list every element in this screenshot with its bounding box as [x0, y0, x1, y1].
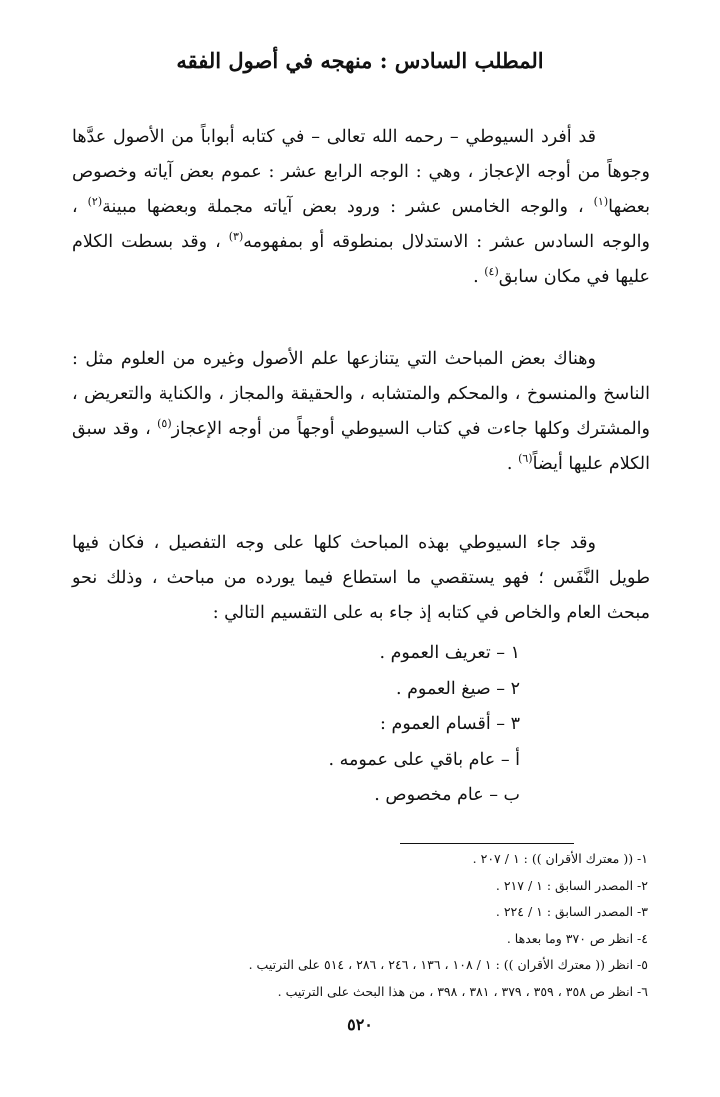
footnote-ref-1: (١)	[593, 195, 609, 208]
paragraph-3-text: وقد جاء السيوطي بهذه المباحث كلها على وجه التفصيل ، فكان فيها طويل النَّفَس ؛ فهو يستقصي ما استطاع فيما يورده من مباحث ، وذلك نحو مبحث العام والخاص في كتابه إذ جاء به على التقسيم التالي :	[72, 533, 650, 623]
paragraph-3	[72, 526, 650, 631]
page-title: المطلب السادس : منهجه في أصول الفقه	[176, 48, 544, 73]
paragraph-2-text-b: ، وقد سبق الكلام عليها أيضاً	[72, 419, 650, 474]
footnote-ref-5: (٥)	[157, 417, 172, 430]
paragraph-1-text-c: ، والوجه السادس عشر : الاستدلال بمنطوقه أو بمفهومه	[72, 197, 650, 252]
footnote-ref-2: (٢)	[87, 195, 103, 208]
paragraph-1-text-a: قد أفرد السيوطي – رحمه الله تعالى – في كتابه أبواباً من الأصول عدَّها وجوهاً من أوجه الإعجاز ، وهي : الوجه الرابع عشر : عموم بعض آياته وخصوص بعضها	[72, 127, 650, 217]
footnote-item: ٤- انظر ص ٣٧٠ وما بعدها .	[506, 930, 648, 946]
footnote-ref-6: (٦)	[518, 452, 533, 465]
page-number: ٥٢٠	[347, 1015, 373, 1034]
footnote-ref-3: (٣)	[228, 230, 244, 243]
classification-list	[100, 636, 520, 814]
paragraph-1-text-d: ، وقد بسطت الكلام عليها في مكان سابق	[72, 232, 650, 287]
paragraph-1	[72, 120, 650, 295]
paragraph-2	[72, 342, 650, 482]
paragraph-1-text-b: ، والوجه الخامس عشر : ورود بعض آياته مجملة وبعضها مبينة	[102, 197, 594, 217]
footnote-item: ٥- انظر (( معترك الأقران )) : ١ / ١٠٨ ، ١٣٦ ، ٢٤٦ ، ٢٨٦ ، ٥١٤ على الترتيب .	[248, 957, 648, 973]
footnotes	[28, 846, 648, 1006]
paragraph-1-end: .	[473, 267, 485, 287]
footnote-item: ٣- المصدر السابق : ١ / ٢٢٤ .	[495, 904, 648, 920]
list-item: ١ – تعريف العموم .	[379, 643, 520, 663]
footnote-item: ٦- انظر ص ٣٥٨ ، ٣٥٩ ، ٣٧٩ ، ٣٨١ ، ٣٩٨ ، من هذا البحث على الترتيب .	[277, 983, 648, 999]
list-item: أ – عام باقي على عمومه .	[328, 749, 520, 770]
list-item: ٣ – أقسام العموم :	[380, 714, 520, 734]
footnote-divider	[400, 843, 574, 844]
paragraph-2-text-a: وهناك بعض المباحث التي يتنازعها علم الأصول وغيره من العلوم مثل : الناسخ والمنسوخ ، والمحكم والمتشابه ، والحقيقة والمجاز ، والكناية والتعريض ، والمشترك وكلها جاءت في كتاب السيوطي أوجهاً من أوجه الإعجاز	[72, 349, 650, 439]
list-item: ب – عام مخصوص .	[374, 785, 520, 805]
footnote-ref-4: (٤)	[484, 265, 499, 278]
list-item: ٢ – صيغ العموم .	[395, 678, 520, 699]
paragraph-2-end: .	[506, 454, 519, 474]
footnote-item: ١- (( معترك الأقران )) : ١ / ٢٠٧ .	[472, 851, 648, 866]
footnote-item: ٢- المصدر السابق : ١ / ٢١٧ .	[495, 877, 648, 893]
